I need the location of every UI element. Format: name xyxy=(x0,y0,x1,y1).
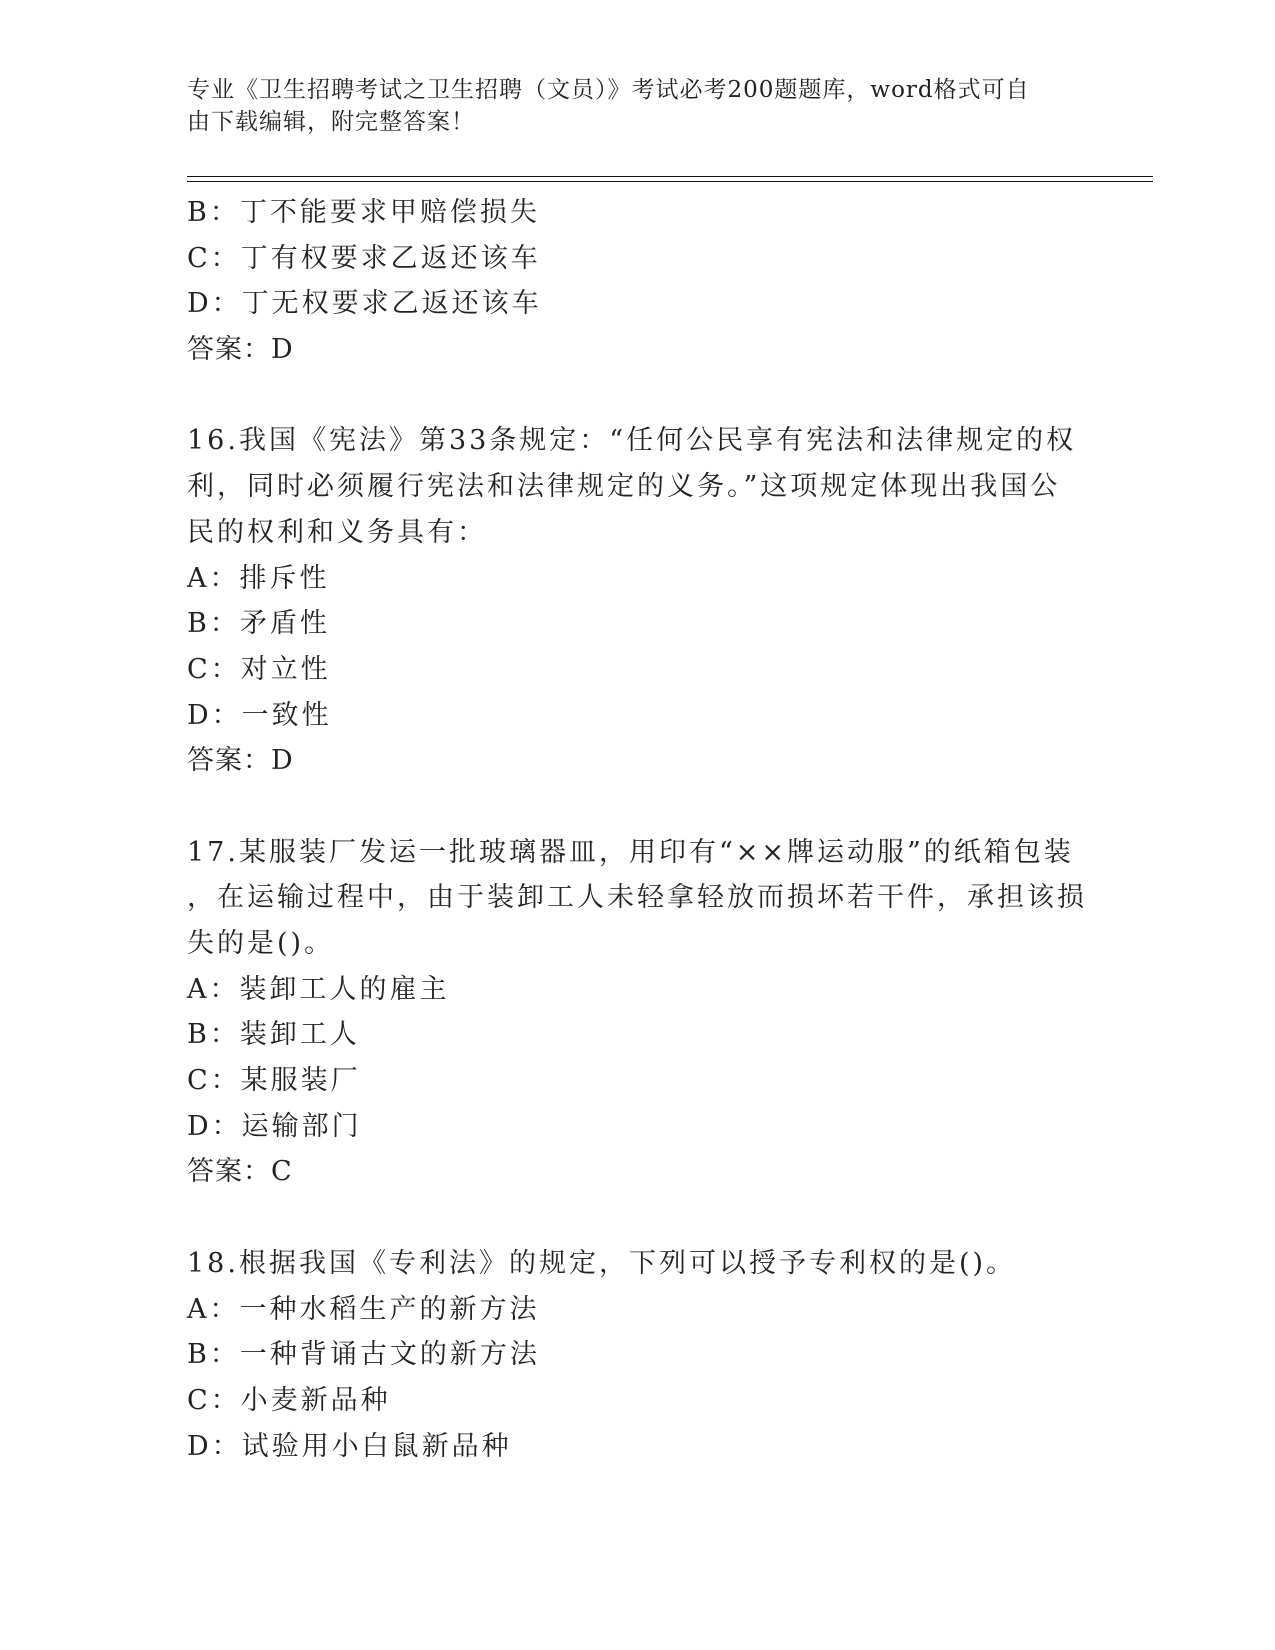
option-d: D：运输部门 xyxy=(187,1110,362,1142)
header-divider xyxy=(187,176,1153,177)
option-b: B：一种背诵古文的新方法 xyxy=(187,1339,540,1371)
spacer xyxy=(187,784,1087,830)
question-stem: 利，同时必须履行宪法和法律规定的义务。”这项规定体现出我国公 xyxy=(187,471,1061,503)
option-d: D：一致性 xyxy=(187,699,332,731)
answer-line: 答案：D xyxy=(187,334,294,366)
question-17 xyxy=(187,830,1087,1196)
option-a: A：一种水稻生产的新方法 xyxy=(187,1293,540,1325)
question-stem: 17.某服装厂发运一批玻璃器皿，用印有“××牌运动服”的纸箱包装 xyxy=(187,836,1074,868)
header-divider xyxy=(187,181,1153,182)
question-stem: ，在运输过程中，由于装卸工人未轻拿轻放而损坏若干件，承担该损 xyxy=(187,882,1087,914)
question-list xyxy=(187,190,1087,1469)
document-header xyxy=(187,74,1087,138)
question-stem: 失的是()。 xyxy=(187,928,335,959)
option-b: B：矛盾性 xyxy=(187,608,330,640)
question-18 xyxy=(187,1241,1087,1469)
option-d: D：丁无权要求乙返还该车 xyxy=(187,288,542,320)
question-stem: 18.根据我国《专利法》的规定，下列可以授予专利权的是()。 xyxy=(187,1247,1017,1279)
option-a: A：装卸工人的雇主 xyxy=(187,973,450,1005)
option-c: C：某服装厂 xyxy=(187,1065,361,1097)
option-a: A：排斥性 xyxy=(187,562,330,594)
question-16 xyxy=(187,418,1087,784)
question-stem: 16.我国《宪法》第33条规定：“任何公民享有宪法和法律规定的权 xyxy=(187,425,1077,457)
header-line: 专业《卫生招聘考试之卫生招聘（文员）》考试必考200题题库，word格式可自 xyxy=(187,77,1030,103)
option-b: B：丁不能要求甲赔偿损失 xyxy=(187,197,540,228)
option-c: C：对立性 xyxy=(187,653,331,685)
spacer xyxy=(187,373,1087,419)
question-stem: 民的权利和义务具有： xyxy=(187,516,487,548)
option-b: B：装卸工人 xyxy=(187,1019,360,1051)
answer-line: 答案：D xyxy=(187,745,294,777)
answer-line: 答案：C xyxy=(187,1156,293,1188)
header-line: 由下载编辑，附完整答案！ xyxy=(187,109,475,135)
spacer xyxy=(187,1195,1087,1241)
option-c: C：小麦新品种 xyxy=(187,1384,391,1416)
option-c: C：丁有权要求乙返还该车 xyxy=(187,242,541,274)
option-d: D：试验用小白鼠新品种 xyxy=(187,1430,512,1462)
question-15-continued xyxy=(187,190,1087,373)
